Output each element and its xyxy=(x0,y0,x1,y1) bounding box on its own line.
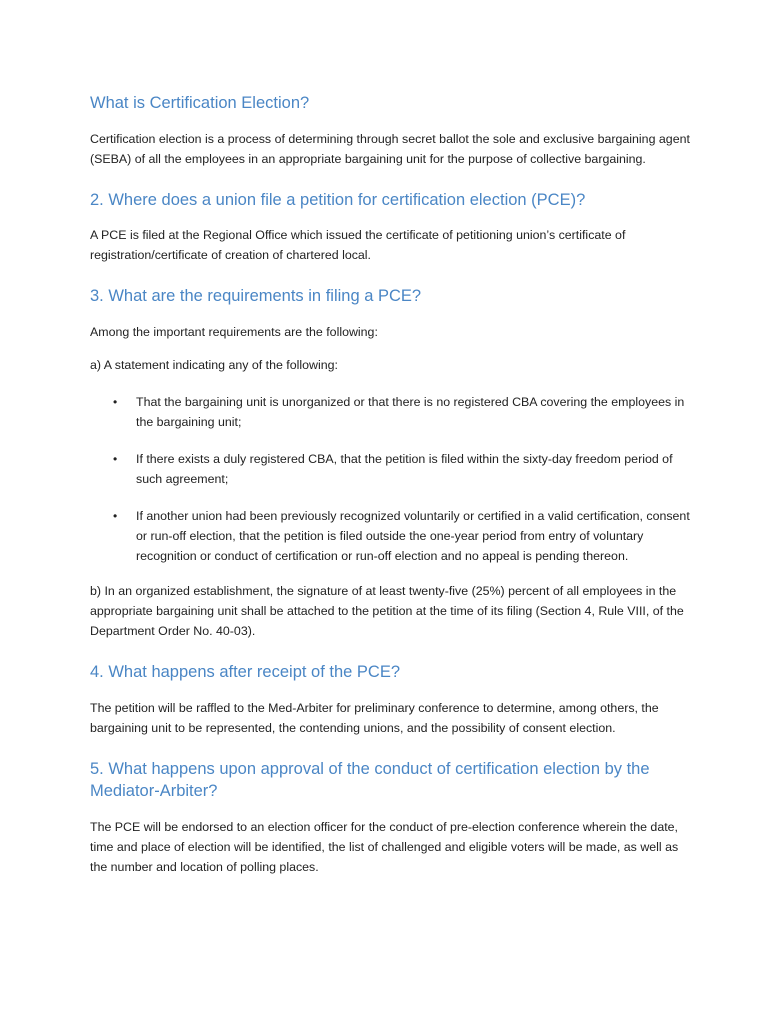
requirement-item-a: a) A statement indicating any of the following: xyxy=(90,358,338,372)
document-page xyxy=(90,92,690,877)
section-heading-upon-approval-of-election: 5. What happens upon approval of the conduct of certification election by the Mediator-Arbiter? xyxy=(90,760,650,800)
list-item xyxy=(90,392,690,432)
section-heading-what-is-certification-election: What is Certification Election? xyxy=(90,94,310,112)
section-body-where-to-file-pce: A PCE is filed at the Regional Office which issued the certificate of petitioning union’s certificate of registration/certificate of creation of chartered local. xyxy=(90,228,626,262)
requirements-bullet-list xyxy=(90,392,690,566)
section-body-certification-election-definition: Certification election is a process of determining through secret ballot the sole and exclusive bargaining agent (SEBA) of all the employees in an appropriate bargaining unit for the purpose of collective bargaining. xyxy=(90,132,690,166)
section-heading-pce-requirements: 3. What are the requirements in filing a PCE? xyxy=(90,287,422,305)
list-item-text: That the bargaining unit is unorganized or that there is no registered CBA covering the employees in the bargaining unit; xyxy=(136,395,685,429)
requirements-intro: Among the important requirements are the following: xyxy=(90,325,378,339)
bullet-icon: • xyxy=(113,509,118,523)
list-item xyxy=(90,449,690,489)
section-body-after-receipt-of-pce: The petition will be raffled to the Med-Arbiter for preliminary conference to determine, among others, the bargaining unit to be represented, the contending unions, and the possibility of consent election. xyxy=(90,701,659,735)
list-item-text: If another union had been previously recognized voluntarily or certified in a valid certification, consent or run-off election, that the petition is filed outside the one-year period from entry of voluntary recognition or conduct of certification or run-off election and no appeal is pending thereon. xyxy=(136,509,690,563)
bullet-icon: • xyxy=(113,395,118,409)
bullet-icon: • xyxy=(113,452,118,466)
requirement-item-b: b) In an organized establishment, the signature of at least twenty-five (25%) percent of all employees in the appropriate bargaining unit shall be attached to the petition at the time of its filing (Section 4, Rule VIII, of the Department Order No. 40-03). xyxy=(90,584,684,638)
section-heading-where-to-file-pce: 2. Where does a union file a petition for certification election (PCE)? xyxy=(90,191,586,209)
section-heading-after-receipt-of-pce: 4. What happens after receipt of the PCE? xyxy=(90,663,401,681)
section-body-upon-approval-of-election: The PCE will be endorsed to an election officer for the conduct of pre-election conference wherein the date, time and place of election will be identified, the list of challenged and eligible voters will be made, as well as the number and location of polling places. xyxy=(90,820,679,874)
list-item xyxy=(90,506,690,566)
list-item-text: If there exists a duly registered CBA, that the petition is filed within the sixty-day freedom period of such agreement; xyxy=(136,452,673,486)
